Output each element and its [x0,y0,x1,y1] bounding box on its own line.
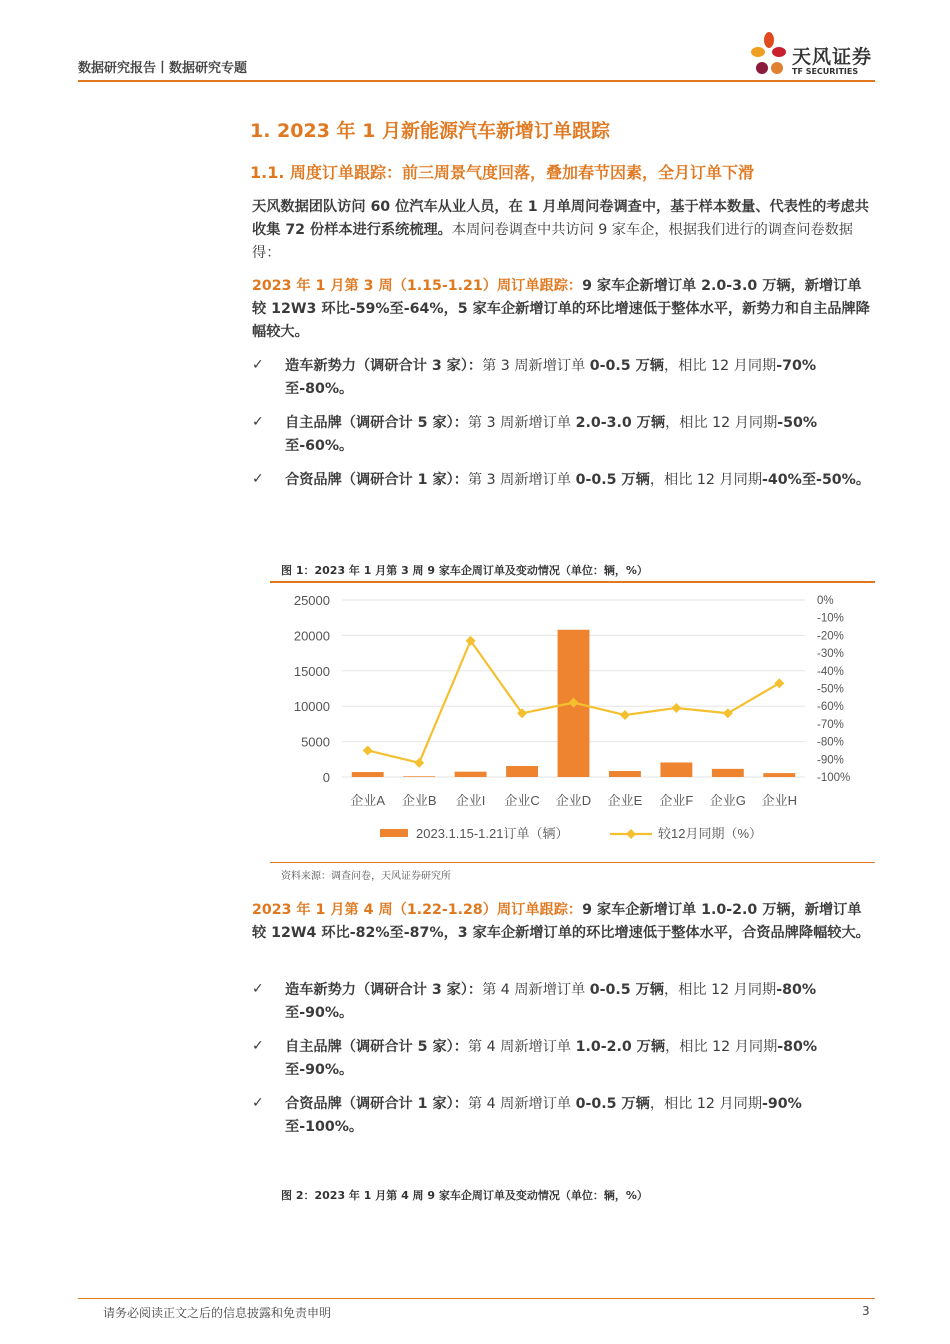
week3-bullet-domestic: 自主品牌（调研合计 5 家）：第 3 周新增订单 2.0-3.0 万辆，相比 12 月同期-50%至-60%。 [285,415,818,454]
legend-bar-swatch [380,829,408,837]
line-point [363,745,373,755]
y-right-tick-label: -10% [817,612,844,625]
intro-paragraph: 天风数据团队访问 60 位汽车从业人员，在 1 月单周问卷调查中，基于样本数量、代表性的考虑共收集 72 份样本进行系统梳理。本周问卷调查中共访问 9 家车企，根据我们进行的调查问卷数据得： [252,199,869,261]
legend-line-label: 较12月同期（%） [658,826,763,841]
check-icon: ✓ [252,1095,264,1111]
line-point [620,710,630,720]
x-tick-label: 企业A [350,793,386,808]
x-tick-label: 企业B [401,793,437,808]
bar [455,772,487,777]
bar [506,766,538,777]
week3-summary: 2023 年 1 月第 3 周（1.15-1.21）周订单跟踪：9 家车企新增订单 2.0-3.0 万辆，新增订单较 12W3 环比-59%至-64%，5 家车企新增订单的环比增速低于整体水平，新势力和自主品牌降幅较大。 [252,278,870,340]
subsection-heading: 1.1. 周度订单跟踪：前三周景气度回落，叠加春节因素，全月订单下滑 [250,163,754,182]
footer-disclaimer: 请务必阅读正文之后的信息披露和免责申明 [103,1306,332,1320]
week3-bullet-jv: 合资品牌（调研合计 1 家）：第 3 周新增订单 0-0.5 万辆，相比 12 月同期-40%至-50%。 [285,472,871,488]
flower-logo-icon [748,30,790,80]
legend-bar-label: 2023.1.15-1.21订单（辆） [416,826,569,841]
bar [660,762,692,777]
y-left-tick-label: 25000 [293,593,330,608]
y-right-tick-label: -90% [817,754,844,767]
bar [763,773,795,777]
x-tick-label: 企业H [761,793,797,808]
week4-bullet-domestic: 自主品牌（调研合计 5 家）：第 4 周新增订单 1.0-2.0 万辆，相比 12 月同期-80%至-90%。 [285,1039,818,1078]
y-left-tick-label: 20000 [293,628,330,644]
report-type-label: 数据研究报告丨数据研究专题 [78,61,248,76]
week3-bullet-new-forces: 造车新势力（调研合计 3 家）：第 3 周新增订单 0-0.5 万辆，相比 12 月同期-70%至-80%。 [285,358,817,397]
line-point [774,678,784,688]
x-tick-label: 企业E [607,793,643,808]
x-tick-label: 企业I [455,793,486,808]
check-icon: ✓ [252,414,264,430]
x-tick-label: 企业C [504,793,540,808]
brand-logo [748,30,878,80]
x-tick-label: 企业G [709,793,746,808]
y-right-tick-label: -60% [817,701,844,714]
x-tick-label: 企业F [659,793,694,808]
y-right-tick-label: -40% [817,665,844,678]
figure1-bottom-rule [270,862,875,863]
bar [712,769,744,777]
figure1-top-rule [270,581,875,583]
y-left-tick-label: 5000 [301,734,330,750]
y-right-tick-label: -70% [817,718,844,731]
y-right-tick-label: -80% [817,736,844,749]
header-divider [78,80,875,82]
bar [403,776,435,777]
page-number: 3 [862,1304,870,1318]
orders-chart [280,588,870,858]
y-left-tick-label: 10000 [293,699,330,715]
line-point [723,708,733,718]
y-right-tick-label: -50% [817,683,844,696]
week4-summary: 2023 年 1 月第 4 周（1.22-1.28）周订单跟踪：9 家车企新增订单 1.0-2.0 万辆，新增订单较 12W4 环比-82%至-87%，3 家车企新增订单的环比增速低于整体水平，合资品牌降幅较大。 [252,902,870,941]
figure1-source: 资料来源：调查问卷，天风证券研究所 [281,871,451,882]
check-icon: ✓ [252,981,264,997]
check-icon: ✓ [252,471,264,487]
week4-bullet-jv: 合资品牌（调研合计 1 家）：第 4 周新增订单 0-0.5 万辆，相比 12 月同期-90%至-100%。 [285,1096,802,1135]
section-heading: 1. 2023 年 1 月新能源汽车新增订单跟踪 [250,120,610,142]
footer-divider [78,1298,875,1299]
x-tick-label: 企业D [555,793,592,808]
brand-name-en: TF SECURITIES [792,67,859,76]
y-right-tick-label: -20% [817,630,844,643]
y-right-tick-label: -30% [817,648,844,661]
week4-bullet-new-forces: 造车新势力（调研合计 3 家）：第 4 周新增订单 0-0.5 万辆，相比 12 月同期-80%至-90%。 [285,982,817,1021]
brand-name-cn: 天风证券 [792,46,873,68]
check-icon: ✓ [252,357,264,373]
bar [609,771,641,777]
line-point [671,703,681,713]
check-icon: ✓ [252,1038,264,1054]
y-left-tick-label: 15000 [293,663,330,679]
legend-line-marker [626,829,636,839]
y-right-tick-label: -100% [817,772,851,784]
y-left-tick-label: 0 [322,770,330,785]
figure2-title: 图 2：2023 年 1 月第 4 周 9 家车企周订单及变动情况（单位：辆，%） [281,1189,648,1202]
y-right-tick-label: 0% [817,595,834,607]
line-point [414,758,424,768]
figure1-title: 图 1：2023 年 1 月第 3 周 9 家车企周订单及变动情况（单位：辆，%） [281,564,648,577]
bar [352,772,384,777]
